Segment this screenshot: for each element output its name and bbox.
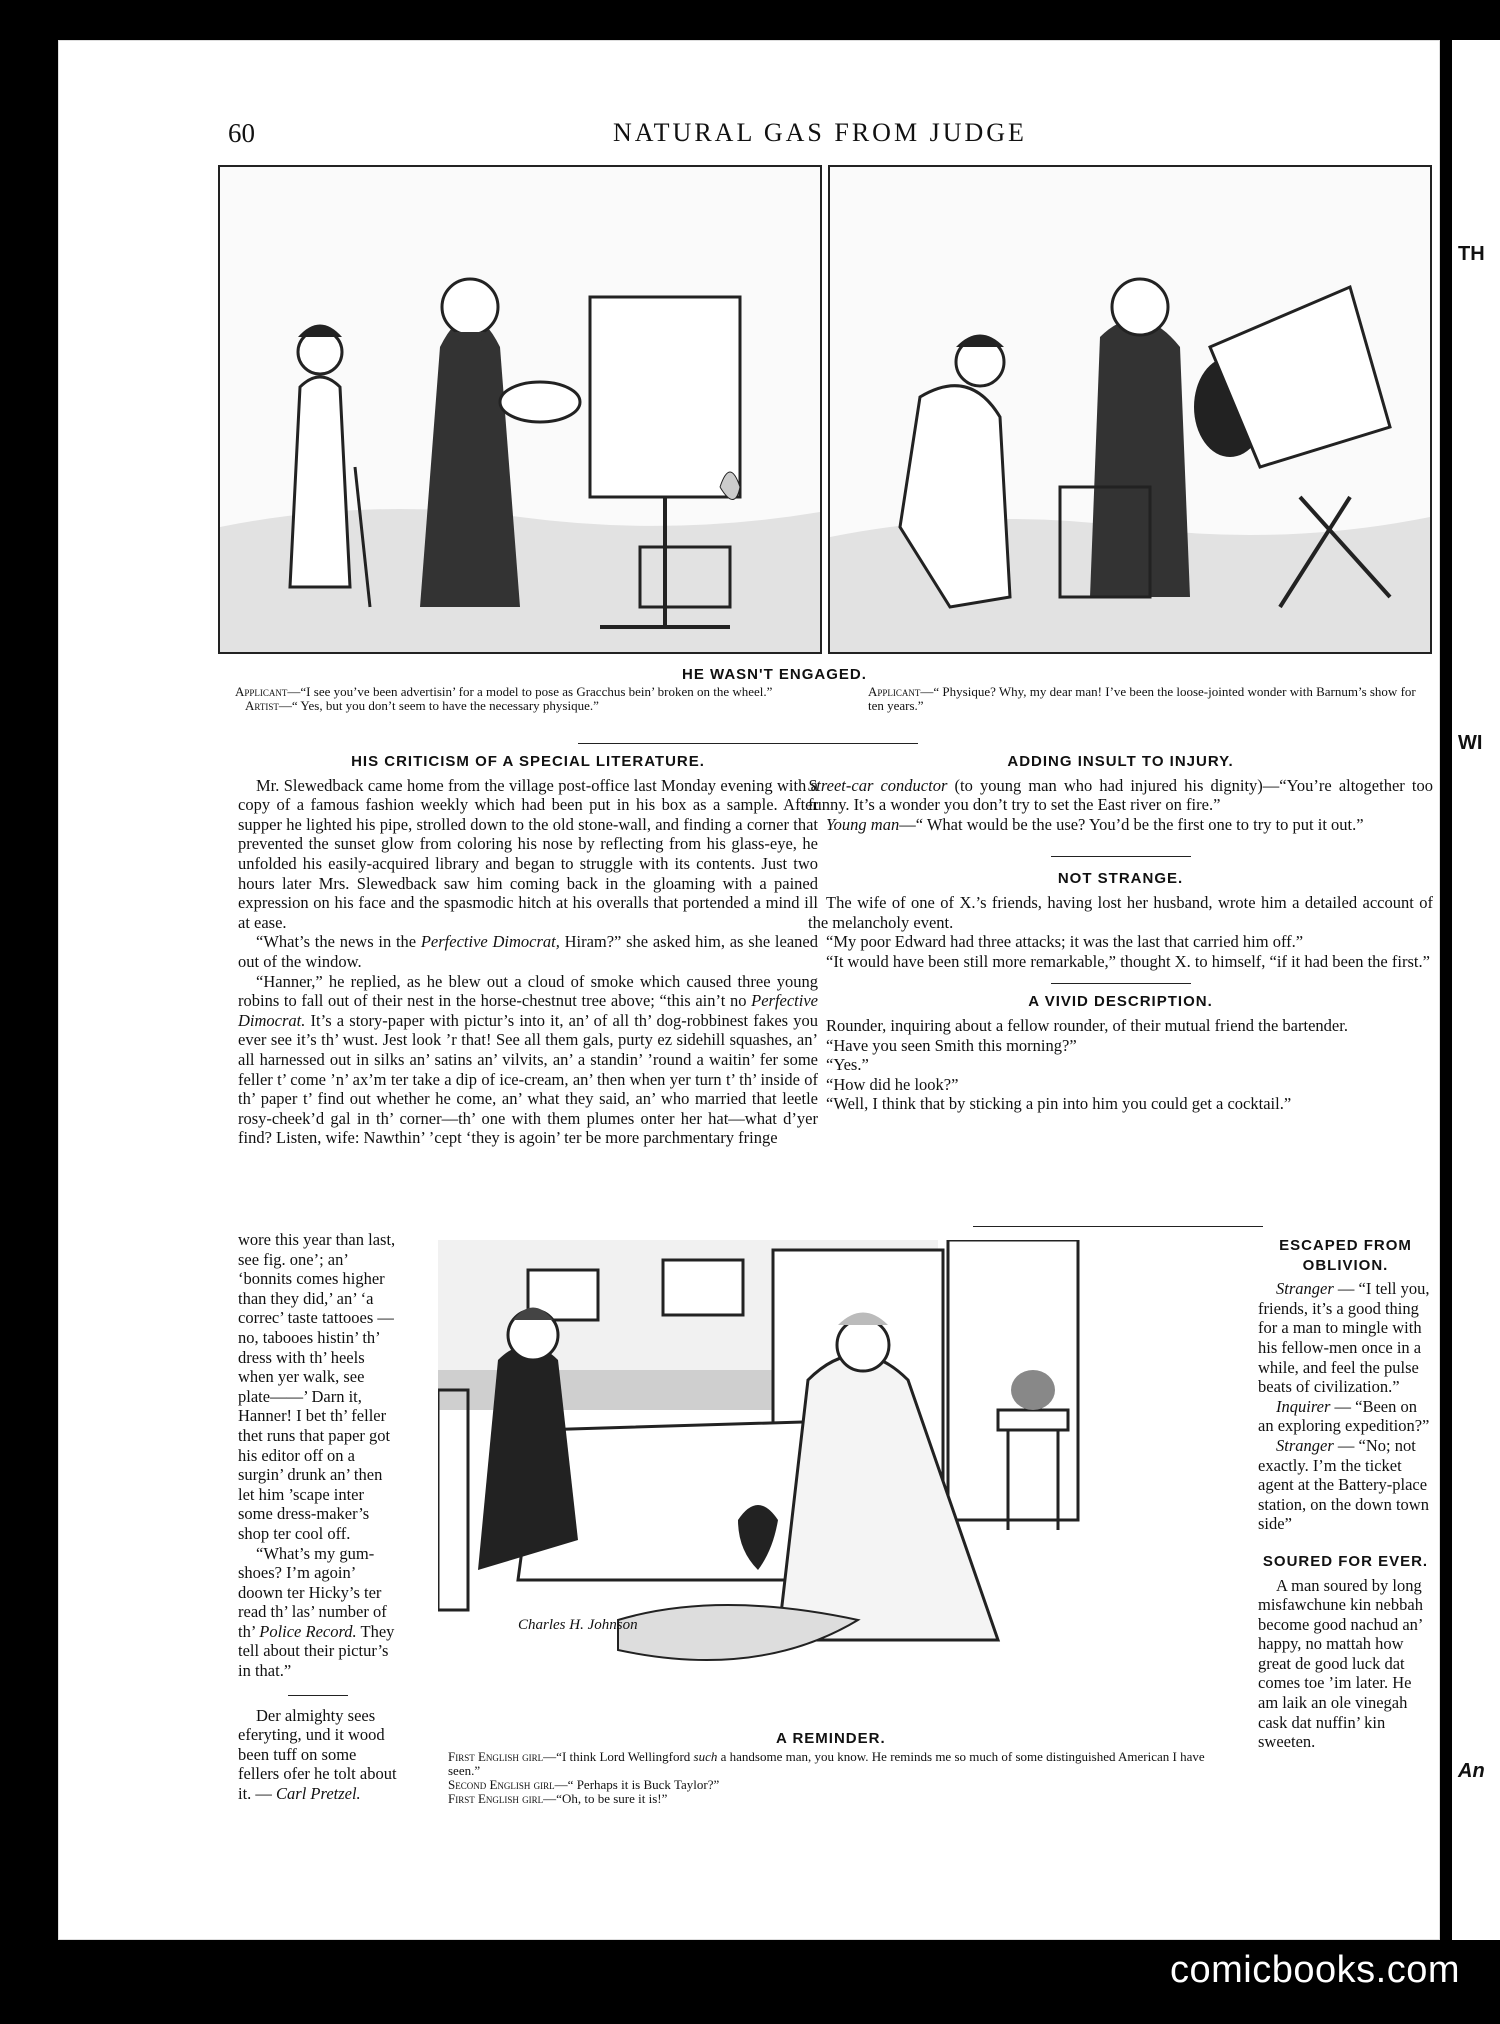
right-narrow-column xyxy=(1258,1236,1433,1752)
cartoon-title: HE WASN'T ENGAGED. xyxy=(682,666,867,683)
article-paragraph xyxy=(238,972,818,1148)
article-criticism xyxy=(238,752,818,1148)
section-rule xyxy=(1051,983,1191,984)
caption-line: —“ Physique? Why, my dear man! I’ve been the loose-jointed wonder with Barnum’s show for ten years.” xyxy=(868,684,1416,713)
text-run: It’s a story-paper with pictur’s into it, an’ of all th’ dog-robbinest fakes you ever see it’s th’ wust. Jest look ’r that! See all them gals, purty ez sidehill squashes, an’ all harnessed out in silks an’ satins an’ vilvits, an’ a standin’ ’round a waitin’ fer some feller t’ come ’n’ ax’m ter take a dip of ice-cream, an’ then when yer turn t’ th’ inside of th’ paper t’ find out whether he come, an’ what they said, an’ who married that leetle rosy-cheek’d gal in th’ corner—th’ one with them plumes onter her hat—what d’yer find? Listen, wife: Nawthin’ ’cept ‘they is agoin’ ter be more parchmentary fringe xyxy=(238,1010,818,1148)
illustrator-signature: Charles H. Johnson xyxy=(518,1617,638,1633)
article-heading: ESCAPED FROM OBLIVION. xyxy=(1279,1237,1412,1274)
text-run: Hiram?” she asked him, as she leaned out of the window. xyxy=(238,932,818,971)
caption-line: a handsome man, you know. He reminds me so much of some distinguished American I have seen.” xyxy=(448,1749,1205,1778)
article-heading: ADDING INSULT TO INJURY. xyxy=(1007,753,1234,770)
cartoon-panel-right xyxy=(828,165,1432,654)
article-paragraph xyxy=(1258,1397,1433,1436)
caption-speaker: Second English girl xyxy=(448,1777,555,1792)
caption-line: —“Oh, to be sure it is!” xyxy=(543,1791,668,1806)
text-italic: Perfective Dimocrat. xyxy=(238,991,818,1030)
reminder-title: A REMINDER. xyxy=(776,1730,886,1747)
article-heading: A VIVID DESCRIPTION. xyxy=(1028,993,1213,1011)
adjacent-page-fragment: TH xyxy=(1458,243,1485,265)
text-run: — “Been on an exploring expedition?” xyxy=(1258,1396,1430,1436)
caption-line: —“I see you’ve been advertisin’ for a model to pose as Gracchus bein’ broken on the wheel.” xyxy=(287,684,773,699)
text-run: Der almighty sees eferyting, und it wood been tuff on some fellers ofer he tolt about it. — xyxy=(238,1705,397,1804)
page-number: 60 xyxy=(228,118,255,148)
cartoon-panel-right-drawing xyxy=(830,167,1430,652)
article-paragraph xyxy=(238,1706,398,1804)
author-signature: Carl Pretzel. xyxy=(276,1784,361,1804)
text-italic: Stranger xyxy=(1276,1435,1334,1455)
section-rule xyxy=(288,1695,348,1696)
text-run: “What’s the news in the xyxy=(256,932,421,952)
article-heading: NOT STRANGE. xyxy=(1057,870,1184,888)
text-run: They tell about their pictur’s in that.” xyxy=(238,1621,395,1681)
section-rule xyxy=(1051,856,1191,857)
caption-speaker: First English girl xyxy=(448,1791,544,1806)
article-criticism-continued xyxy=(238,1230,398,1804)
article-paragraph xyxy=(238,932,818,971)
text-run: —“ What would be the use? You’d be the first one to try to put it out.” xyxy=(899,814,1364,834)
article-paragraph: “My poor Edward had three attacks; it was the last that carried him off.” xyxy=(826,932,1304,952)
text-italic: Perfective Dimocrat, xyxy=(420,932,560,952)
running-head: NATURAL GAS FROM JUDGE xyxy=(613,118,1027,147)
text-run: (to young man who had injured his dignity)—“You’re altogether too funny. It’s a wonder you don’t try to set the East river on fire.” xyxy=(808,775,1433,815)
caption-speaker: Applicant xyxy=(868,684,921,699)
article-paragraph xyxy=(238,1544,398,1681)
cartoon-left-caption xyxy=(235,685,815,713)
adjacent-page-fragment: An xyxy=(1458,1760,1485,1782)
article-paragraph: “Well, I think that by sticking a pin into him you could get a cocktail.” xyxy=(826,1094,1292,1114)
article-paragraph: Rounder, inquiring about a fellow rounder, of their mutual friend the bartender. xyxy=(826,1015,1348,1035)
reminder-caption xyxy=(448,1750,1228,1806)
article-paragraph: “Yes.” xyxy=(826,1055,869,1075)
section-rule xyxy=(973,1226,1263,1227)
article-paragraph: “How did he look?” xyxy=(826,1074,959,1094)
article-paragraph: “It would have been still more remarkable,” thought X. to himself, “if it had been the first.” xyxy=(826,951,1430,971)
text-run: — “I tell you, friends, it’s a good thing for a man to mingle with his fellow-men once in a while, and feel the pulse beats of civilization.” xyxy=(1258,1279,1430,1397)
caption-speaker: First English girl xyxy=(448,1749,544,1764)
section-rule xyxy=(578,743,918,744)
text-run: — “No; not exactly. I’m the ticket agent at the Battery-place station, on the down town side” xyxy=(1258,1435,1429,1534)
article-heading: HIS CRITICISM OF A SPECIAL LITERATURE. xyxy=(351,753,705,770)
article-paragraph xyxy=(1258,1436,1433,1534)
article-paragraph: The wife of one of X.’s friends, having lost her husband, wrote him a detailed account of the melancholy event. xyxy=(808,892,1433,932)
caption-italic: such xyxy=(693,1749,718,1764)
article-paragraph: A man soured by long misfawchune kin nebbah become good nachud an’ happy, no mattah how great de good luck dat comes toe ’im later. He am laik an ole vinegah cask dat nuffin’ kin sweeten. xyxy=(1258,1575,1423,1752)
caption-speaker: Applicant xyxy=(235,684,288,699)
caption-speaker: Artist xyxy=(245,698,279,713)
article-paragraph: “Have you seen Smith this morning?” xyxy=(826,1035,1077,1055)
magazine-page xyxy=(58,40,1440,1940)
text-italic: Police Record. xyxy=(259,1621,357,1641)
caption-line: —“ Yes, but you don’t seem to have the necessary physique.” xyxy=(278,698,599,713)
caption-line: —“I think Lord Wellingford xyxy=(543,1749,694,1764)
article-paragraph xyxy=(808,776,1433,815)
right-column xyxy=(808,752,1433,1114)
text-italic: Street-car conductor xyxy=(808,775,948,795)
text-italic: Young man xyxy=(826,814,900,834)
article-paragraph xyxy=(808,815,1433,835)
text-run: “Hanner,” he replied, as he blew out a cloud of smoke which caused three young robins to fall out of their nest in the horse-chestnut tree above; “this ain’t no xyxy=(238,971,818,1011)
article-heading: SOURED FOR EVER. xyxy=(1262,1552,1429,1570)
cartoon-panel-left xyxy=(218,165,822,654)
adjacent-page xyxy=(1452,40,1500,1940)
text-run: “What’s my gum-shoes? I’m agoin’ doown ter Hicky’s ter read th’ las’ number of th’ xyxy=(238,1543,387,1641)
text-italic: Stranger xyxy=(1276,1279,1334,1299)
adjacent-page-fragment: WI xyxy=(1458,732,1483,754)
article-paragraph xyxy=(1258,1279,1433,1397)
watermark: comicbooks.com xyxy=(1170,1949,1460,1991)
cartoon-panel-left-drawing xyxy=(220,167,820,652)
article-paragraph: wore this year than last, see fig. one’; an’ ‘bonnits comes higher than they did,’ an’ ‘a correc’ taste tattooes — no, tabooes histin’ th’ dress with th’ heels when yer walk, see plate——’ Darn it, Hanner! I bet th’ feller thet runs that paper got his editor off on a surgin’ drunk an’ then let him ’scape inter some dress-maker’s shop ter cool off. xyxy=(238,1230,396,1543)
text-italic: Inquirer xyxy=(1276,1396,1331,1416)
article-paragraph: Mr. Slewedback came home from the village post-office last Monday evening with a copy of a famous fashion weekly which had been put in his box as a sample. After supper he lighted his pipe, strolled down to the old stone-wall, and finding a corner that prevented the sunset glow from coloring his nose by reflecting from his glass-eye, he unfolded his easily-acquired library and began to struggle with its contents. Just two hours later Mrs. Slewedback saw him coming back in the gloaming with a pained expression on his face and the spasmodic hitch at his overalls that portended a mind ill at ease. xyxy=(238,775,818,932)
caption-line: —“ Perhaps it is Buck Taylor?” xyxy=(554,1777,720,1792)
cartoon-right-caption xyxy=(868,685,1428,713)
